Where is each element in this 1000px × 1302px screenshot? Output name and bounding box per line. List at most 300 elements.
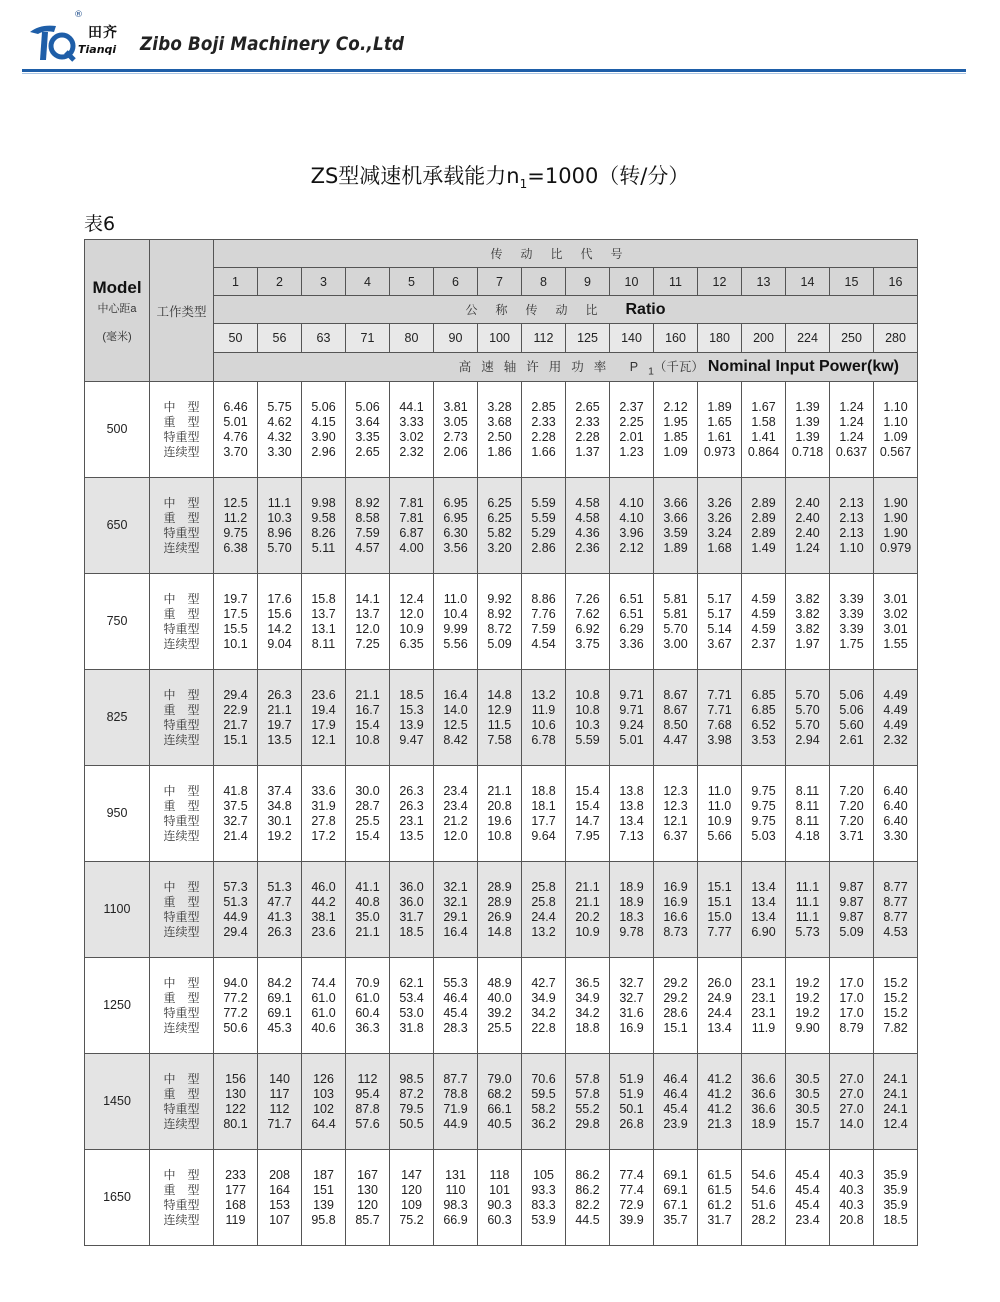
power-value-cell <box>654 574 698 670</box>
power-value: 23.1 <box>751 990 776 1005</box>
power-value: 5.06 <box>311 399 336 414</box>
power-value: 2.85 <box>531 399 556 414</box>
power-value: 13.1 <box>311 621 336 636</box>
power-value: 7.62 <box>575 606 600 621</box>
power-value: 40.8 <box>355 894 380 909</box>
power-value: 87.2 <box>399 1086 424 1101</box>
power-value: 86.2 <box>575 1182 600 1197</box>
work-type-label: 重 型 <box>163 606 200 621</box>
power-value: 42.7 <box>531 975 556 990</box>
ratio-cell: 112 <box>522 324 566 353</box>
power-value-cell <box>302 766 346 862</box>
power-value: 40.0 <box>487 990 512 1005</box>
power-value: 0.973 <box>703 444 736 459</box>
power-value: 3.02 <box>883 606 908 621</box>
power-value: 7.58 <box>487 732 512 747</box>
power-value: 6.87 <box>399 525 424 540</box>
power-value-cell <box>698 382 742 478</box>
power-value: 1.61 <box>707 429 732 444</box>
power-value: 9.87 <box>839 879 864 894</box>
power-value: 36.6 <box>751 1086 776 1101</box>
power-value: 7.81 <box>399 510 424 525</box>
power-value: 28.9 <box>487 894 512 909</box>
power-value: 8.58 <box>355 510 380 525</box>
power-value: 11.1 <box>795 909 820 924</box>
power-label-sub: 1 <box>648 366 654 378</box>
power-value: 5.01 <box>223 414 248 429</box>
power-value: 31.8 <box>399 1020 424 1035</box>
power-value: 6.40 <box>883 783 908 798</box>
power-value-cell <box>786 1054 830 1150</box>
work-type-label: 特重型 <box>163 1005 200 1020</box>
power-value-cell <box>302 574 346 670</box>
power-value-cell <box>566 574 610 670</box>
power-value: 101 <box>489 1182 510 1197</box>
power-value: 153 <box>269 1197 290 1212</box>
power-value: 60.4 <box>355 1005 380 1020</box>
power-value: 18.1 <box>531 798 556 813</box>
power-value: 9.58 <box>311 510 336 525</box>
power-value: 18.9 <box>751 1116 776 1131</box>
power-value: 9.92 <box>487 591 512 606</box>
power-value: 51.9 <box>619 1086 644 1101</box>
power-value: 11.0 <box>707 798 732 813</box>
table-row <box>85 478 918 574</box>
power-value: 46.4 <box>443 990 468 1005</box>
power-value-cell <box>786 382 830 478</box>
power-value: 18.8 <box>575 1020 600 1035</box>
power-value: 12.9 <box>487 702 512 717</box>
power-value: 23.9 <box>663 1116 688 1131</box>
power-value: 3.66 <box>663 510 688 525</box>
power-value: 130 <box>357 1182 378 1197</box>
power-value: 3.01 <box>883 591 908 606</box>
power-value: 69.1 <box>663 1182 688 1197</box>
power-value: 3.82 <box>795 621 820 636</box>
power-value: 16.9 <box>619 1020 644 1035</box>
power-value-cell <box>434 766 478 862</box>
work-type-label: 特重型 <box>163 429 200 444</box>
power-value: 1.97 <box>795 636 820 651</box>
power-value: 51.3 <box>223 894 248 909</box>
power-value: 27.0 <box>839 1086 864 1101</box>
table-row <box>85 1054 918 1150</box>
power-value: 15.4 <box>575 783 600 798</box>
power-value: 6.25 <box>487 495 512 510</box>
power-value: 26.3 <box>267 687 292 702</box>
power-value: 164 <box>269 1182 290 1197</box>
power-value: 2.94 <box>795 732 820 747</box>
power-value: 44.9 <box>443 1116 468 1131</box>
power-value-cell <box>390 670 434 766</box>
power-value: 24.4 <box>531 909 556 924</box>
power-value: 5.60 <box>839 717 864 732</box>
power-value-cell <box>786 478 830 574</box>
power-value-cell <box>434 862 478 958</box>
power-value: 16.9 <box>663 894 688 909</box>
header-divider-thin <box>22 73 966 74</box>
power-value: 15.2 <box>883 1005 908 1020</box>
power-value: 41.2 <box>707 1101 732 1116</box>
power-value: 28.9 <box>487 879 512 894</box>
power-value: 4.10 <box>619 510 644 525</box>
power-value: 0.979 <box>879 540 912 555</box>
power-value: 5.09 <box>839 924 864 939</box>
power-value: 5.17 <box>707 606 732 621</box>
power-value: 55.3 <box>443 975 468 990</box>
ratio-code-cell: 13 <box>742 268 786 296</box>
power-value: 14.2 <box>267 621 292 636</box>
power-value: 37.5 <box>223 798 248 813</box>
power-value-cell <box>478 382 522 478</box>
power-value-cell <box>874 958 918 1054</box>
power-value: 21.1 <box>487 783 512 798</box>
power-value: 57.8 <box>575 1086 600 1101</box>
power-value: 2.32 <box>883 732 908 747</box>
power-value: 110 <box>445 1182 466 1197</box>
power-value: 40.3 <box>839 1197 864 1212</box>
power-value-cell <box>566 958 610 1054</box>
power-value: 1.55 <box>883 636 908 651</box>
power-value: 11.9 <box>751 1020 776 1035</box>
power-value: 19.6 <box>487 813 512 828</box>
power-value: 57.6 <box>355 1116 380 1131</box>
power-value-cell <box>830 958 874 1054</box>
power-value-cell <box>654 382 698 478</box>
power-value: 2.40 <box>795 510 820 525</box>
power-value: 4.58 <box>575 510 600 525</box>
power-value: 6.51 <box>619 606 644 621</box>
power-value-cell <box>258 1054 302 1150</box>
work-type-label: 重 型 <box>163 702 200 717</box>
power-value: 10.9 <box>575 924 600 939</box>
power-value-cell <box>698 766 742 862</box>
power-value: 3.67 <box>707 636 732 651</box>
power-value: 6.40 <box>883 813 908 828</box>
work-type-label: 重 型 <box>163 1086 200 1101</box>
power-value: 46.0 <box>311 879 336 894</box>
power-value-cell <box>830 382 874 478</box>
power-value: 24.9 <box>707 990 732 1005</box>
power-value-cell <box>522 670 566 766</box>
table-row <box>85 766 918 862</box>
power-value: 1.39 <box>795 399 820 414</box>
power-value: 30.1 <box>267 813 292 828</box>
power-value: 82.2 <box>575 1197 600 1212</box>
power-value: 13.4 <box>751 894 776 909</box>
center-distance-cell: 825 <box>85 670 150 766</box>
power-value: 6.90 <box>751 924 776 939</box>
power-value: 24.1 <box>883 1086 908 1101</box>
power-value-cell <box>830 574 874 670</box>
power-value: 7.20 <box>839 798 864 813</box>
power-value: 1.09 <box>883 429 908 444</box>
power-value: 28.2 <box>751 1212 776 1227</box>
power-value-cell <box>346 862 390 958</box>
power-value: 5.82 <box>487 525 512 540</box>
power-value-cell <box>742 382 786 478</box>
work-type-label: 重 型 <box>163 1182 200 1197</box>
work-type-label: 连续型 <box>163 1116 200 1131</box>
power-value-cell <box>742 766 786 862</box>
power-value: 12.5 <box>443 717 468 732</box>
power-value: 3.39 <box>839 606 864 621</box>
power-value-cell <box>566 1150 610 1246</box>
power-value: 1.39 <box>795 414 820 429</box>
registered-mark: ® <box>74 10 83 20</box>
power-value: 3.20 <box>487 540 512 555</box>
power-value-cell <box>654 478 698 574</box>
power-value: 3.75 <box>575 636 600 651</box>
power-value: 0.567 <box>879 444 912 459</box>
power-value: 4.18 <box>795 828 820 843</box>
power-value: 8.77 <box>883 879 908 894</box>
ratio-cell: 200 <box>742 324 786 353</box>
power-value: 12.0 <box>399 606 424 621</box>
power-value: 4.10 <box>619 495 644 510</box>
power-value-cell <box>258 670 302 766</box>
power-value: 9.87 <box>839 909 864 924</box>
ratio-code-cell: 4 <box>346 268 390 296</box>
power-value: 10.8 <box>487 828 512 843</box>
power-value: 26.8 <box>619 1116 644 1131</box>
power-value-cell <box>610 670 654 766</box>
center-distance-cell: 950 <box>85 766 150 862</box>
work-type-label: 重 型 <box>163 990 200 1005</box>
power-value: 21.2 <box>443 813 468 828</box>
power-value-cell <box>390 574 434 670</box>
ratio-cell: 160 <box>654 324 698 353</box>
power-value: 16.7 <box>355 702 380 717</box>
power-value: 12.3 <box>663 783 688 798</box>
ratio-code-cell: 16 <box>874 268 918 296</box>
power-value-cell <box>830 766 874 862</box>
power-value: 1.10 <box>883 414 908 429</box>
table-row <box>85 862 918 958</box>
ratio-code-header <box>214 240 918 268</box>
power-value: 6.52 <box>751 717 776 732</box>
work-type-label: 中 型 <box>163 687 200 702</box>
power-value: 4.49 <box>883 687 908 702</box>
power-value-cell <box>434 1054 478 1150</box>
power-value: 17.0 <box>839 1005 864 1020</box>
power-value: 5.59 <box>531 495 556 510</box>
power-value: 9.75 <box>751 783 776 798</box>
power-value-cell <box>742 958 786 1054</box>
power-value: 118 <box>489 1167 510 1182</box>
power-value: 4.36 <box>575 525 600 540</box>
power-value: 23.4 <box>795 1212 820 1227</box>
power-value-cell <box>610 382 654 478</box>
power-value: 12.3 <box>663 798 688 813</box>
power-value: 3.30 <box>267 444 292 459</box>
power-value: 66.9 <box>443 1212 468 1227</box>
ratio-code-cell: 12 <box>698 268 742 296</box>
power-value: 21.1 <box>575 879 600 894</box>
power-value-cell <box>786 670 830 766</box>
power-value: 109 <box>401 1197 422 1212</box>
center-distance-cell: 1650 <box>85 1150 150 1246</box>
power-value: 2.37 <box>751 636 776 651</box>
power-value: 24.1 <box>883 1101 908 1116</box>
power-value: 2.40 <box>795 495 820 510</box>
power-value: 75.2 <box>399 1212 424 1227</box>
power-value: 19.2 <box>795 990 820 1005</box>
power-value: 8.79 <box>839 1020 864 1035</box>
power-value: 98.3 <box>443 1197 468 1212</box>
power-value-cell <box>434 478 478 574</box>
power-value: 3.96 <box>619 525 644 540</box>
power-value-cell <box>566 478 610 574</box>
power-value: 10.8 <box>575 687 600 702</box>
power-value-cell <box>302 670 346 766</box>
power-value-cell <box>214 574 258 670</box>
power-value: 14.7 <box>575 813 600 828</box>
power-value-cell <box>654 958 698 1054</box>
power-value: 11.1 <box>267 495 292 510</box>
power-value: 41.1 <box>355 879 380 894</box>
power-value: 7.13 <box>619 828 644 843</box>
work-type-cell <box>150 766 214 862</box>
power-value-cell <box>742 1150 786 1246</box>
power-value: 17.2 <box>311 828 336 843</box>
power-value: 24.4 <box>707 1005 732 1020</box>
power-value: 1.41 <box>751 429 776 444</box>
work-type-header: 工作类型 <box>150 240 214 382</box>
power-value: 34.2 <box>531 1005 556 1020</box>
power-value-cell <box>654 670 698 766</box>
work-type-label: 特重型 <box>163 525 200 540</box>
power-value: 15.4 <box>355 828 380 843</box>
power-value: 8.11 <box>795 783 820 798</box>
work-type-cell <box>150 478 214 574</box>
power-value: 19.4 <box>311 702 336 717</box>
power-value: 35.7 <box>663 1212 688 1227</box>
power-value: 14.8 <box>487 924 512 939</box>
power-value-cell <box>346 670 390 766</box>
power-value: 71.7 <box>267 1116 292 1131</box>
table-row <box>85 382 918 478</box>
power-value-cell <box>302 862 346 958</box>
work-type-label: 连续型 <box>163 1020 200 1035</box>
power-value: 69.1 <box>663 1167 688 1182</box>
power-value: 11.9 <box>531 702 556 717</box>
power-value-cell <box>434 670 478 766</box>
power-value: 26.3 <box>267 924 292 939</box>
power-value: 8.50 <box>663 717 688 732</box>
ratio-code-cell: 14 <box>786 268 830 296</box>
power-value-cell <box>698 958 742 1054</box>
power-value: 8.92 <box>487 606 512 621</box>
power-value-cell <box>214 670 258 766</box>
power-value: 36.6 <box>751 1101 776 1116</box>
power-value-cell <box>346 1054 390 1150</box>
power-value-cell <box>566 862 610 958</box>
power-value: 16.4 <box>443 924 468 939</box>
power-value: 5.73 <box>795 924 820 939</box>
nominal-ratio-label-en: Ratio <box>625 300 666 318</box>
power-value-cell <box>522 1054 566 1150</box>
power-value: 58.2 <box>531 1101 556 1116</box>
power-value: 177 <box>225 1182 246 1197</box>
power-value-cell <box>390 862 434 958</box>
power-value: 4.59 <box>751 591 776 606</box>
power-value: 35.0 <box>355 909 380 924</box>
power-value: 18.8 <box>531 783 556 798</box>
power-value: 1.66 <box>531 444 556 459</box>
power-value: 34.8 <box>267 798 292 813</box>
power-value: 4.49 <box>883 717 908 732</box>
power-value: 3.30 <box>883 828 908 843</box>
power-value: 94.0 <box>223 975 248 990</box>
power-value: 90.3 <box>487 1197 512 1212</box>
power-value: 4.58 <box>575 495 600 510</box>
power-value-cell <box>610 1150 654 1246</box>
power-value: 7.71 <box>707 702 732 717</box>
power-value: 41.8 <box>223 783 248 798</box>
power-value-cell <box>566 382 610 478</box>
power-value-cell <box>874 766 918 862</box>
power-value-cell <box>522 862 566 958</box>
power-value-cell <box>390 1150 434 1246</box>
power-value: 32.1 <box>443 879 468 894</box>
power-value: 57.3 <box>223 879 248 894</box>
power-value-cell <box>258 766 302 862</box>
power-value: 67.1 <box>663 1197 688 1212</box>
power-value: 15.6 <box>267 606 292 621</box>
power-value-cell <box>742 478 786 574</box>
power-value: 61.2 <box>707 1197 732 1212</box>
power-value-cell <box>698 1054 742 1150</box>
power-value: 51.9 <box>619 1071 644 1086</box>
power-value: 3.64 <box>355 414 380 429</box>
power-value: 61.0 <box>311 990 336 1005</box>
power-value-cell <box>390 478 434 574</box>
power-value-cell <box>742 1054 786 1150</box>
power-value-cell <box>522 958 566 1054</box>
power-value-cell <box>434 382 478 478</box>
power-label-en: Nominal Input Power(kw) <box>707 357 899 375</box>
power-value: 23.4 <box>443 783 468 798</box>
power-value: 12.4 <box>883 1116 908 1131</box>
title-suffix: =1000（转/分） <box>527 164 690 188</box>
table-row <box>85 670 918 766</box>
power-value: 2.25 <box>619 414 644 429</box>
power-value: 23.6 <box>311 924 336 939</box>
power-value: 19.2 <box>795 975 820 990</box>
power-value: 32.7 <box>223 813 248 828</box>
power-value: 35.9 <box>883 1197 908 1212</box>
ratio-code-cell: 2 <box>258 268 302 296</box>
power-value: 29.2 <box>663 990 688 1005</box>
work-type-cell <box>150 958 214 1054</box>
power-value: 156 <box>225 1071 246 1086</box>
power-value: 3.39 <box>839 591 864 606</box>
power-value: 17.0 <box>839 990 864 1005</box>
power-value: 26.9 <box>487 909 512 924</box>
power-value: 8.11 <box>795 798 820 813</box>
power-value: 2.96 <box>311 444 336 459</box>
power-value: 27.0 <box>839 1101 864 1116</box>
power-value: 9.75 <box>751 813 776 828</box>
power-value: 22.8 <box>531 1020 556 1035</box>
work-type-label: 重 型 <box>163 414 200 429</box>
power-value: 6.37 <box>663 828 688 843</box>
power-value: 15.2 <box>883 975 908 990</box>
power-label-cn: 高速轴许用功率 P <box>458 359 649 374</box>
ratio-cell: 125 <box>566 324 610 353</box>
work-type-cell <box>150 382 214 478</box>
